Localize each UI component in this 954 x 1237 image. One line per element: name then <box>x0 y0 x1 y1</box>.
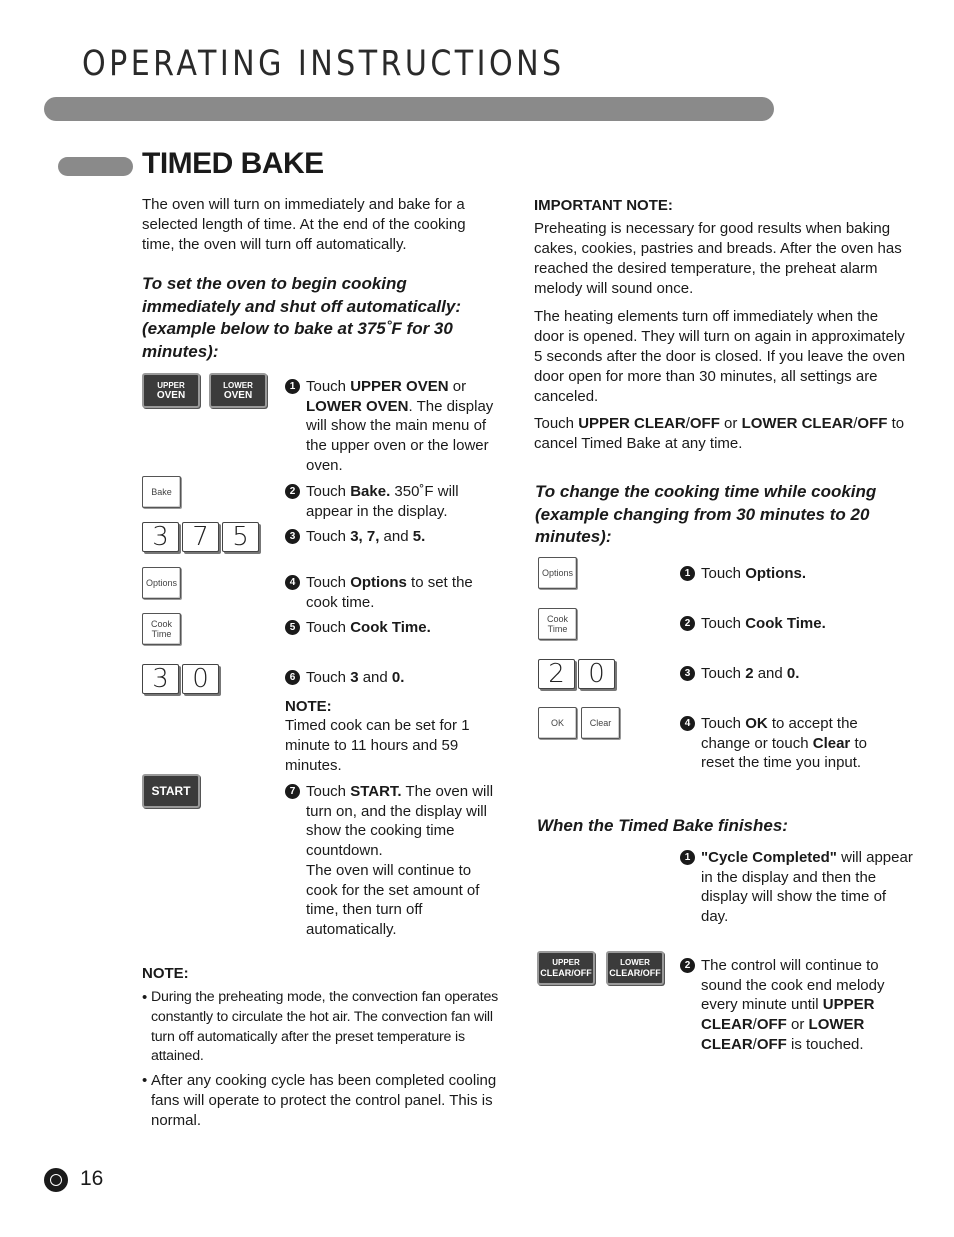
step-bold: UPPER CLEAR <box>701 996 875 1034</box>
step-bold: Options <box>350 574 407 591</box>
step-text: or <box>448 378 467 395</box>
right-step-3 <box>680 664 910 684</box>
digit-7-button[interactable]: 7 <box>182 522 219 552</box>
lower-oven-line1: LOWER <box>223 380 253 390</box>
step-text: Touch <box>306 783 351 800</box>
digit-5-button[interactable]: 5 <box>222 522 259 552</box>
left-step-7 <box>285 782 505 940</box>
bottom-note-label: NOTE: <box>142 965 189 982</box>
step-bold: Bake. <box>350 483 391 500</box>
text: Touch <box>534 415 579 432</box>
change-time-heading: To change the cooking time while cooking (example changing from 30 minutes to 20 minutes): <box>535 482 877 546</box>
step-number: 4 <box>680 716 695 731</box>
text: / <box>853 415 858 432</box>
step-bold: OFF <box>756 1016 787 1034</box>
step-bold: Clear <box>812 734 851 752</box>
cook-time-button[interactable] <box>142 613 181 645</box>
cook-time-line1: Cook <box>546 614 568 624</box>
start-button[interactable]: START <box>142 774 200 808</box>
lower-clear-line2: CLEAR/OFF <box>609 968 661 978</box>
step-bold: START. <box>350 783 402 800</box>
step-number: 4 <box>285 575 300 590</box>
step-bold: 5. <box>412 528 426 545</box>
step-bold: UPPER OVEN <box>350 378 449 395</box>
step-bold: 3 <box>350 669 359 686</box>
bullet-text: During the preheating mode, the convection fan operates constantly to circulate the hot air. The convection fan will turn off automatically after the preset temperature is attained. <box>151 989 499 1065</box>
step-text: The oven will turn on, and the display will show the cooking time countdown. <box>306 783 494 860</box>
step-bold: 0. <box>786 665 800 682</box>
step-bold: Cook Time. <box>745 615 826 632</box>
cook-time-line2: Time <box>547 624 568 634</box>
right-step-1 <box>680 564 910 584</box>
step-bold: "Cycle Completed" <box>701 849 837 866</box>
digit-2-button[interactable]: 2 <box>538 659 575 689</box>
clear-button[interactable]: Clear <box>581 707 620 739</box>
step-text: and <box>753 665 787 682</box>
important-note-p3 <box>534 414 914 454</box>
section-title-pill <box>58 157 133 176</box>
step-text: Touch <box>701 615 746 632</box>
digits-30 <box>142 664 219 694</box>
cook-time-line1: Cook <box>150 619 172 629</box>
section-title: TIMED BAKE <box>142 147 324 180</box>
cook-time-line2: Time <box>151 629 172 639</box>
step-number: 2 <box>680 616 695 631</box>
right-step-2 <box>680 614 910 634</box>
step-text: or <box>786 1016 809 1034</box>
step-text: / <box>752 1016 757 1034</box>
upper-clear-line1: UPPER <box>552 958 580 967</box>
digits-375 <box>142 522 259 552</box>
cook-time-button[interactable] <box>538 608 577 640</box>
header-bar <box>44 97 774 121</box>
important-note-p2: The heating elements turn off immediately when the door is opened. They will turn on again in approximately 5 seconds after the door is closed. If you leave the oven door open for more than 30 minutes, all settings are canceled. <box>534 308 906 405</box>
bottom-note-bullet: • During the preheating mode, the convection fan operates constantly to circulate the hot air. The convection fan will turn off automatically after the preset temperature is attained. <box>142 988 512 1067</box>
step-text: Touch <box>306 669 351 686</box>
step-number: 2 <box>680 958 695 973</box>
upper-oven-line1: UPPER <box>157 380 185 390</box>
page-header-title: OPERATING INSTRUCTIONS <box>82 44 565 84</box>
options-button[interactable]: Options <box>142 567 181 599</box>
step-text: to accept the change or touch <box>701 715 858 752</box>
upper-oven-button[interactable] <box>142 373 200 408</box>
step-text: to set the cook time. <box>306 574 473 611</box>
digit-0-button[interactable]: 0 <box>182 664 219 694</box>
step-number: 1 <box>680 566 695 581</box>
bullet-text: After any cooking cycle has been completed cooling fans will operate to protect the control panel. This is normal. <box>151 1072 497 1129</box>
step-bold: OK <box>745 715 768 732</box>
step-bold: 2 <box>745 665 754 682</box>
step-text: to reset the time you input. <box>701 734 867 772</box>
inline-note-label: NOTE: <box>285 698 332 715</box>
step-text: will appear in the display and then the display will show the time of day. <box>701 849 913 926</box>
step-number: 3 <box>285 529 300 544</box>
bottom-note-list <box>142 988 512 1131</box>
step-number: 7 <box>285 784 300 799</box>
bold-text: LOWER CLEAR <box>741 415 854 432</box>
lower-oven-button[interactable] <box>209 373 267 408</box>
step-text: Touch <box>306 378 351 395</box>
lower-clear-off-button[interactable] <box>606 951 664 985</box>
step-text: and <box>379 528 413 545</box>
important-note-label: IMPORTANT NOTE: <box>534 197 673 214</box>
step-text: Touch <box>701 715 746 732</box>
step-number: 6 <box>285 670 300 685</box>
step-text: / <box>752 1035 757 1053</box>
left-step-5 <box>285 618 505 638</box>
bottom-note-bullet: • After any cooking cycle has been completed cooling fans will operate to protect the control panel. This is normal. <box>142 1071 512 1130</box>
step-text: Touch <box>306 619 351 636</box>
step-text: is touched. <box>786 1035 864 1053</box>
text: / <box>685 415 690 432</box>
finish-heading: When the Timed Bake finishes: <box>537 816 788 835</box>
step-number: 1 <box>680 850 695 865</box>
step-bold: OFF <box>756 1035 787 1053</box>
digit-0-button[interactable]: 0 <box>578 659 615 689</box>
finish-step-1 <box>680 848 915 927</box>
bold-text: OFF <box>857 415 888 432</box>
step-text: Touch <box>701 665 746 682</box>
step-bold: Cook Time. <box>350 619 431 636</box>
left-step-4 <box>285 573 505 612</box>
left-step-3 <box>285 527 505 547</box>
digits-20 <box>538 659 615 689</box>
bold-text: UPPER CLEAR <box>578 415 686 432</box>
step-text: The control will continue to sound the cook end melody every minute until <box>701 957 885 1014</box>
text: or <box>719 415 742 432</box>
page-number: 16 <box>80 1167 104 1190</box>
step-text: Touch <box>306 483 351 500</box>
upper-clear-off-button[interactable] <box>537 951 595 985</box>
lg-logo-icon <box>44 1168 68 1192</box>
step-bold: 3, 7, <box>350 528 380 545</box>
step-bold: LOWER OVEN <box>306 397 409 415</box>
upper-oven-line2: OVEN <box>156 389 186 401</box>
step-text: . The display will show the main menu of the upper oven or the lower oven. <box>306 397 494 474</box>
step-bold: 0. <box>391 669 405 686</box>
lower-oven-line2: OVEN <box>223 389 253 401</box>
intro-text: The oven will turn on immediately and bake for a selected length of time. At the end of the cooking time, the oven will turn off automatically. <box>142 196 466 253</box>
step-text: The oven will continue to cook for the set amount of time, then turn off automatically. <box>306 861 480 938</box>
bold-text: OFF <box>689 415 720 432</box>
upper-clear-line2: CLEAR/OFF <box>540 968 592 978</box>
left-step-6 <box>285 668 505 688</box>
bake-button[interactable]: Bake <box>142 476 181 508</box>
step-text: and <box>358 669 392 686</box>
step-number: 1 <box>285 379 300 394</box>
step-number: 5 <box>285 620 300 635</box>
step-text: Touch <box>701 565 746 582</box>
text: to cancel Timed Bake at any time. <box>534 415 905 452</box>
ok-button[interactable]: OK <box>538 707 577 739</box>
step-bold: LOWER CLEAR <box>701 1016 865 1053</box>
digit-3-button[interactable]: 3 <box>142 664 179 694</box>
step-number: 2 <box>285 484 300 499</box>
left-step-2 <box>285 482 505 521</box>
step-bold: Options. <box>745 565 807 582</box>
inline-note-text: Timed cook can be set for 1 minute to 11 hours and 59 minutes. <box>285 717 470 774</box>
left-step-1 <box>285 377 505 476</box>
set-oven-heading: To set the oven to begin cooking immediately and shut off automatically: (example below to bake at 375˚F for 30 minutes): <box>142 274 461 361</box>
finish-step-2 <box>680 956 905 1055</box>
step-text: Touch <box>306 574 351 591</box>
important-note-p1: Preheating is necessary for good results when baking cakes, cookies, pastries and breads. After the oven has reached the desired temperature, the preheat alarm melody will sound once. <box>534 220 902 297</box>
step-number: 3 <box>680 666 695 681</box>
step-text: Touch <box>306 528 351 545</box>
digit-3-button[interactable]: 3 <box>142 522 179 552</box>
step-text: 350˚F will appear in the display. <box>306 483 459 520</box>
right-step-4 <box>680 714 895 773</box>
lower-clear-line1: LOWER <box>620 958 650 967</box>
options-button[interactable]: Options <box>538 557 577 589</box>
